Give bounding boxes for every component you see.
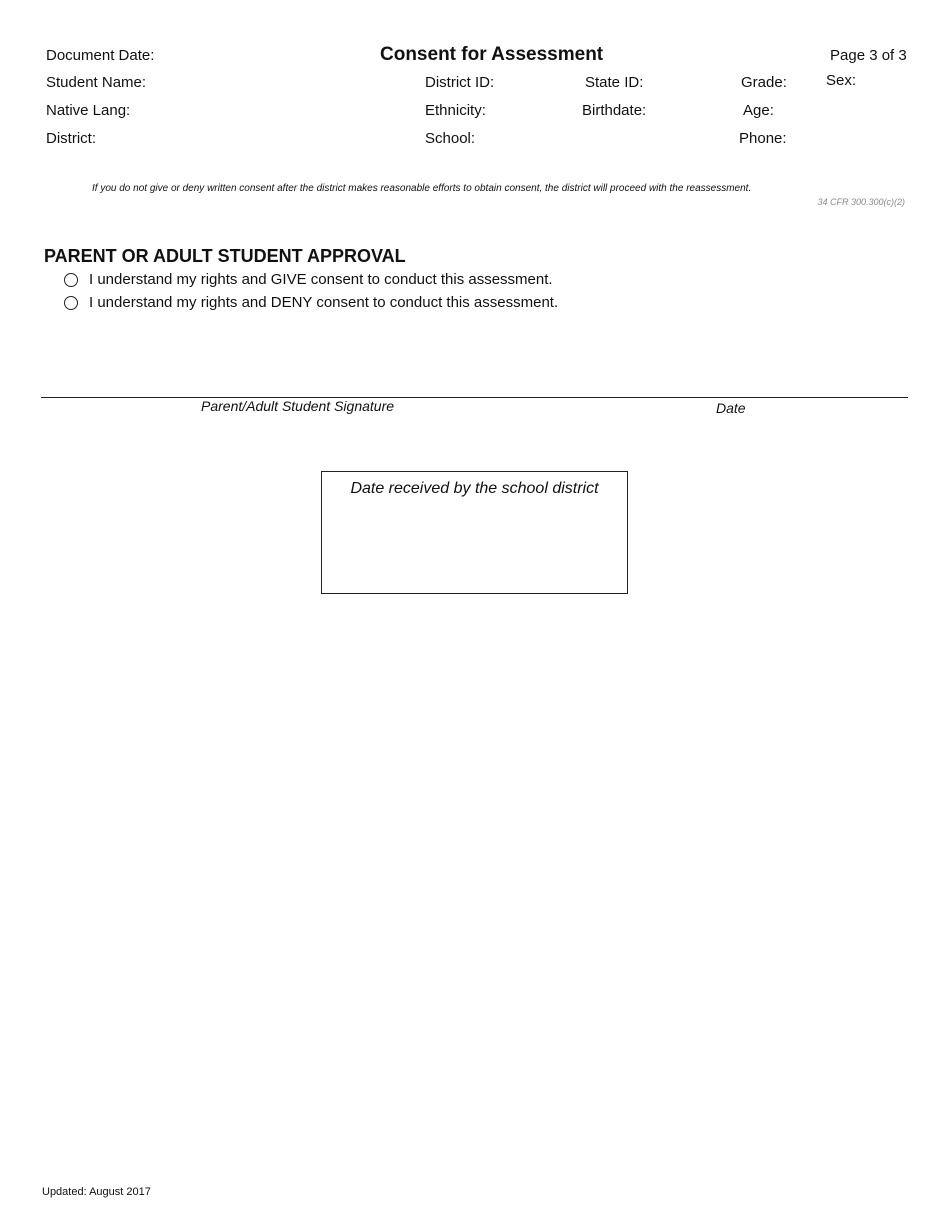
student-name-label: Student Name: [46, 74, 147, 91]
give-consent-label: I understand my rights and GIVE consent to conduct this assessment. [89, 271, 553, 288]
date-received-box[interactable] [321, 471, 628, 594]
give-consent-option[interactable] [64, 271, 553, 288]
sex-label: Sex: [826, 72, 857, 89]
page-title: Consent for Assessment [380, 44, 604, 65]
updated-footer: Updated: August 2017 [42, 1186, 151, 1198]
school-label: School: [425, 130, 476, 147]
age-label: Age: [743, 102, 774, 119]
deny-consent-radio[interactable] [64, 296, 78, 310]
birthdate-label: Birthdate: [582, 102, 647, 119]
give-consent-radio[interactable] [64, 273, 78, 287]
district-label: District: [46, 130, 96, 147]
page-indicator: Page 3 of 3 [830, 47, 907, 64]
district-id-label: District ID: [425, 74, 495, 91]
document-date-label: Document Date: [46, 47, 155, 64]
phone-label: Phone: [739, 130, 787, 147]
deny-consent-option[interactable] [64, 294, 558, 311]
native-lang-label: Native Lang: [46, 102, 131, 119]
reassessment-notice: If you do not give or deny written consent after the district makes reasonable efforts to obtain consent, the district will proceed with the reassessment. [92, 183, 752, 194]
signature-date-label: Date [716, 400, 746, 416]
date-received-label: Date received by the school district [350, 480, 599, 497]
grade-label: Grade: [741, 74, 787, 91]
signature-label: Parent/Adult Student Signature [201, 398, 395, 414]
approval-heading: PARENT OR ADULT STUDENT APPROVAL [44, 246, 406, 266]
regulation-citation: 34 CFR 300.300(c)(2) [817, 197, 905, 207]
state-id-label: State ID: [585, 74, 644, 91]
ethnicity-label: Ethnicity: [425, 102, 486, 119]
signature-line[interactable] [41, 397, 908, 398]
deny-consent-label: I understand my rights and DENY consent to conduct this assessment. [89, 294, 559, 311]
